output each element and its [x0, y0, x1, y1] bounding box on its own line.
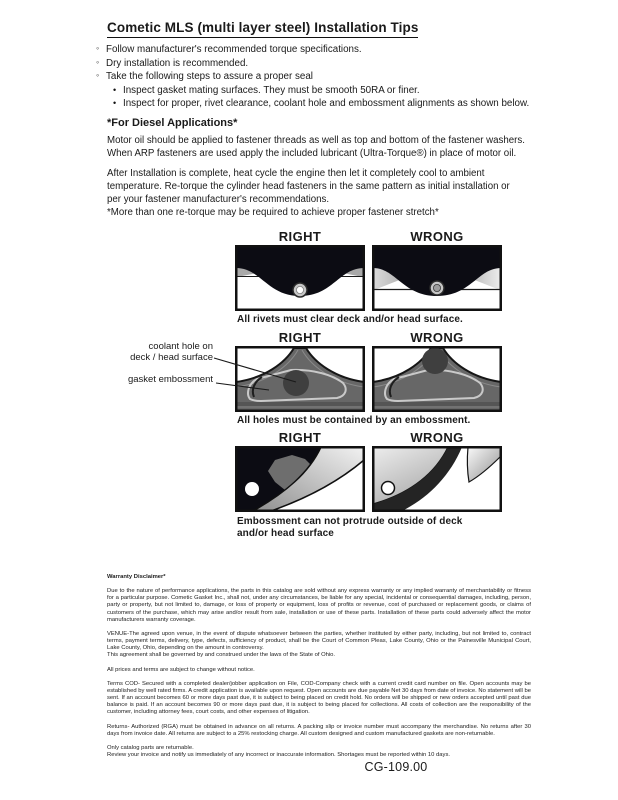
sub-list-item: • Inspect gasket mating surfaces. They must be smooth 50RA or finer. [113, 84, 420, 96]
legal-paragraph: Due to the nature of performance applications, the parts in this catalog are sold without any express warranty or any implied warranty of merchantability or fitness for a particular purpose. Cometic Gasket Inc., shall not, under any circumstances, be liable for any special, incidental or consequential damages, including, person, party or property, but not limited to, damage, or loss of property or equipment, loss of profits or revenue, cost of purchased or replacement goods, or claims of customers of the purchase, which may arise and/or result from sale, installation or use of these parts. Installation of these parts could adversely affect the motor manufacturers warranty coverage. [107, 588, 531, 623]
circle-bullet-icon: ◦ [96, 70, 100, 81]
list-item: ◦ Follow manufacturer's recommended torque specifications. [96, 43, 362, 55]
coolant-hole-wrong-diagram [372, 346, 502, 412]
wrong-label: WRONG [410, 330, 464, 345]
dot-bullet-icon: • [113, 98, 117, 109]
panel1-caption: All rivets must clear deck and/or head surface. [237, 314, 463, 325]
diesel-paragraph-2: After Installation is complete, heat cycle the engine then let it completely cool to ambient temperature. Re-torque the cylinder head fasteners in the same pattern as initial installation or per your fastener manufacturer's recommendations. [107, 168, 510, 206]
legal-paragraph: This agreement shall be governed by and construed under the laws of the State of Ohio. [107, 652, 336, 659]
page-title: Cometic MLS (multi layer steel) Installation Tips [107, 20, 418, 38]
list-item: ◦ Take the following steps to assure a proper seal [96, 70, 313, 83]
installation-tips-list [96, 43, 546, 111]
diesel-heading: *For Diesel Applications* [107, 117, 238, 129]
wrong-label: WRONG [410, 430, 464, 445]
panel2-caption: All holes must be contained by an embossment. [237, 415, 471, 426]
list-item: ◦ Dry installation is recommended. [96, 56, 249, 69]
embossment-right-diagram [235, 446, 365, 512]
dot-bullet-icon: • [113, 84, 117, 95]
legal-paragraph: Review your invoice and notify us immediately of any incorrect or inaccurate information. Shortages must be reported within 10 days. [107, 751, 451, 758]
page-number: CG-109.00 [364, 760, 428, 774]
retorque-note: *More than one re-torque may be required to achieve proper fastener stretch* [107, 207, 439, 218]
rivet-right-diagram [235, 245, 365, 311]
legal-paragraph: VENUE-The agreed upon venue, in the event of dispute whatsoever between the parties, whether instituted by either party, including, but not limited to, contract terms, payment terms, delivery, type, defects, sufficiency of product, shall be the Court of Common Pleas, Lake County, Ohio or the Painesville Municipal Court, Lake County, Ohio, depending on the amount in controversy. [107, 630, 531, 652]
gasket-embossment-label: gasket embossment [127, 374, 213, 385]
wrong-label: WRONG [410, 229, 464, 244]
sub-list-item: • Inspect for proper, rivet clearance, coolant hole and embossment alignments as shown below. [113, 98, 530, 110]
leader-lines [212, 350, 312, 395]
legal-paragraph: All prices and terms are subject to change without notice. [107, 666, 255, 673]
legal-paragraph: Only catalog parts are returnable. [107, 744, 194, 751]
legal-paragraph: Terms COD- Secured with a completed dealer/jobber application on File, COD-Company check with a current credit card number on file. Open accounts may be established by well rated firms. A credit application is available upon request. Open accounts are due payable Net 30 days from date of invoice. No statement will be sent. If an account becomes 60 or more days past due, it is subject to being placed on credit hold. No orders will be shipped or new orders accepted until past due balance is paid. If an account becomes 90 or more days past due, it is subject to being placed for collections. All costs of collection are the responsibility of the customer, including attorney fees, court costs, and other expenses of litigation. [107, 680, 531, 716]
coolant-hole-label: coolant hole on deck / head surface [130, 341, 213, 363]
diesel-paragraph-1: Motor oil should be applied to fastener threads as well as top and bottom of the fastener washers. When ARP fasteners are used apply the included lubricant (Ultra-Torque®) in place of motor oil. [107, 135, 525, 160]
panel3-caption-line2: and/or head surface [237, 528, 334, 539]
panel3-caption-line1: Embossment can not protrude outside of deck [237, 516, 463, 527]
right-label: RIGHT [278, 330, 322, 345]
right-label: RIGHT [278, 229, 322, 244]
rivet-wrong-diagram [372, 245, 502, 311]
right-label: RIGHT [278, 430, 322, 445]
circle-bullet-icon: ◦ [96, 43, 100, 53]
circle-bullet-icon: ◦ [96, 56, 100, 67]
warranty-heading: Warranty Disclaimer* [107, 574, 166, 580]
legal-text [107, 574, 531, 766]
legal-paragraph: Returns- Authorized (RGA) must be obtained in advance on all returns. A packing slip or invoice number must accompany the merchandise. No returns after 30 days from invoice date. All returns are subject to a 25% restocking charge. All custom designed and custom manufactured gaskets are non-returnable. [107, 723, 531, 737]
embossment-wrong-diagram [372, 446, 502, 512]
